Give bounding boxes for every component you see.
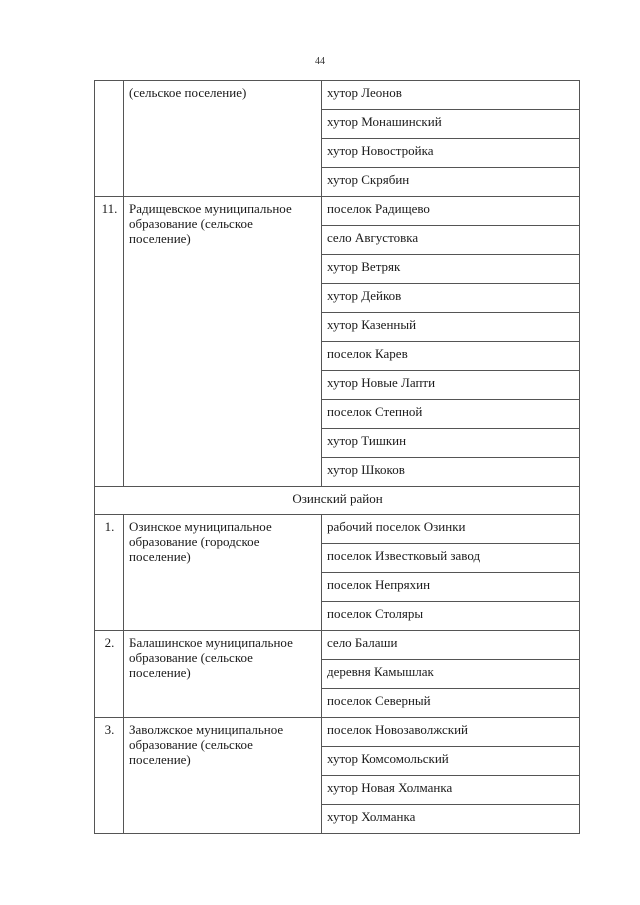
row-number: [95, 81, 124, 197]
settlement-name: хутор Новостройка: [322, 139, 580, 168]
row-number: 1.: [95, 515, 124, 631]
region-name: Озинский район: [95, 487, 580, 515]
settlements-table: [94, 80, 580, 834]
settlement-name: хутор Шкоков: [322, 458, 580, 487]
settlement-name: хутор Новые Лапти: [322, 371, 580, 400]
settlement-name: хутор Леонов: [322, 81, 580, 110]
settlement-name: поселок Столяры: [322, 602, 580, 631]
settlement-name: село Балаши: [322, 631, 580, 660]
municipality-name: (сельское поселение): [124, 81, 322, 197]
settlement-name: поселок Известковый завод: [322, 544, 580, 573]
table-row: [95, 81, 580, 110]
settlement-name: поселок Новозаволжский: [322, 718, 580, 747]
row-number: 2.: [95, 631, 124, 718]
settlement-name: село Августовка: [322, 226, 580, 255]
settlement-name: поселок Непряхин: [322, 573, 580, 602]
settlement-name: хутор Тишкин: [322, 429, 580, 458]
row-number: 3.: [95, 718, 124, 834]
settlement-name: поселок Степной: [322, 400, 580, 429]
settlement-name: хутор Холманка: [322, 805, 580, 834]
municipality-name: Балашинское муниципальное образование (сельское поселение): [124, 631, 322, 718]
settlement-name: поселок Радищево: [322, 197, 580, 226]
municipality-name: Заволжское муниципальное образование (сельское поселение): [124, 718, 322, 834]
municipality-name: Озинское муниципальное образование (городское поселение): [124, 515, 322, 631]
region-row: [95, 487, 580, 515]
row-number: 11.: [95, 197, 124, 487]
settlement-name: хутор Монашинский: [322, 110, 580, 139]
settlement-name: хутор Дейков: [322, 284, 580, 313]
settlement-name: рабочий поселок Озинки: [322, 515, 580, 544]
table-row: [95, 515, 580, 544]
settlement-name: деревня Камышлак: [322, 660, 580, 689]
table-row: [95, 197, 580, 226]
table-row: [95, 718, 580, 747]
settlement-name: хутор Ветряк: [322, 255, 580, 284]
settlement-name: хутор Скрябин: [322, 168, 580, 197]
settlement-name: хутор Новая Холманка: [322, 776, 580, 805]
settlement-name: хутор Комсомольский: [322, 747, 580, 776]
settlement-name: поселок Карев: [322, 342, 580, 371]
page-number: 44: [315, 56, 325, 67]
settlement-name: поселок Северный: [322, 689, 580, 718]
table-row: [95, 631, 580, 660]
settlement-name: хутор Казенный: [322, 313, 580, 342]
municipality-name: Радищевское муниципальное образование (сельское поселение): [124, 197, 322, 487]
